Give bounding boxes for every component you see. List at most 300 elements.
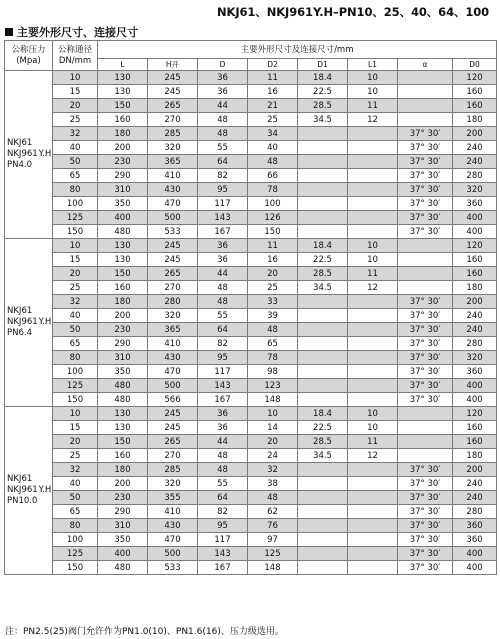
table-cell: 245 xyxy=(148,253,198,267)
table-cell: 200 xyxy=(453,295,497,309)
table-cell: 290 xyxy=(98,337,148,351)
table-cell: 200 xyxy=(453,127,497,141)
table-cell: 64 xyxy=(198,491,248,505)
table-cell: 37° 30′ xyxy=(398,141,453,155)
table-cell xyxy=(348,519,398,533)
table-cell: 400 xyxy=(453,379,497,393)
table-cell: 48 xyxy=(198,463,248,477)
table-cell: 36 xyxy=(198,407,248,421)
table-cell: 24 xyxy=(248,449,298,463)
table-cell: 180 xyxy=(453,281,497,295)
yh-suffix: Y.H xyxy=(38,317,52,327)
table-cell: 10 xyxy=(248,407,298,421)
table-cell: 65 xyxy=(248,337,298,351)
table-row xyxy=(5,323,497,337)
table-cell: 167 xyxy=(198,393,248,407)
table-cell: 65 xyxy=(53,169,98,183)
table-cell xyxy=(298,127,348,141)
table-row xyxy=(5,463,497,477)
pn-rating: PN10.0 xyxy=(7,496,38,506)
table-cell xyxy=(398,449,453,463)
column-header: L xyxy=(98,59,148,71)
table-cell: 160 xyxy=(453,421,497,435)
table-row xyxy=(5,127,497,141)
table-cell: 280 xyxy=(453,337,497,351)
table-cell: 480 xyxy=(98,379,148,393)
column-header: α xyxy=(398,59,453,71)
table-cell: 148 xyxy=(248,393,298,407)
table-row xyxy=(5,505,497,519)
table-cell: 48 xyxy=(248,155,298,169)
table-cell: 240 xyxy=(453,477,497,491)
table-cell: 36 xyxy=(198,253,248,267)
model-line-1: NKJ61 xyxy=(7,306,33,316)
header-pressure: 公称压力(Mpa) xyxy=(5,41,53,71)
table-cell: 160 xyxy=(453,267,497,281)
table-cell xyxy=(348,547,398,561)
table-cell: 95 xyxy=(198,183,248,197)
table-cell xyxy=(348,323,398,337)
table-cell xyxy=(398,421,453,435)
table-cell: 33 xyxy=(248,295,298,309)
table-cell: 18.4 xyxy=(298,407,348,421)
table-cell: 16 xyxy=(248,253,298,267)
table-cell: 160 xyxy=(98,113,148,127)
table-cell: 78 xyxy=(248,183,298,197)
table-cell: 40 xyxy=(53,477,98,491)
table-cell: 265 xyxy=(148,267,198,281)
dimension-table xyxy=(4,40,497,575)
table-cell xyxy=(398,281,453,295)
table-cell: 65 xyxy=(53,337,98,351)
table-row xyxy=(5,435,497,449)
table-cell: 280 xyxy=(453,169,497,183)
table-cell: 430 xyxy=(148,519,198,533)
table-cell: 48 xyxy=(198,113,248,127)
table-cell xyxy=(298,225,348,239)
table-cell: 310 xyxy=(98,519,148,533)
table-cell: 410 xyxy=(148,505,198,519)
table-cell: 64 xyxy=(198,155,248,169)
table-cell: 400 xyxy=(98,211,148,225)
table-cell: 265 xyxy=(148,435,198,449)
model-line-2: NKJ961 xyxy=(7,317,38,327)
table-cell: 180 xyxy=(98,127,148,141)
table-row xyxy=(5,561,497,575)
table-cell xyxy=(298,337,348,351)
table-cell: 150 xyxy=(98,267,148,281)
table-cell: 82 xyxy=(198,169,248,183)
table-row xyxy=(5,225,497,239)
table-cell: 365 xyxy=(148,155,198,169)
table-cell: 533 xyxy=(148,225,198,239)
table-cell: 10 xyxy=(348,71,398,85)
table-cell: 400 xyxy=(453,225,497,239)
table-cell xyxy=(398,239,453,253)
table-cell: 150 xyxy=(248,225,298,239)
table-cell: 36 xyxy=(198,239,248,253)
table-cell: 32 xyxy=(53,295,98,309)
table-cell: 200 xyxy=(98,477,148,491)
table-cell: 160 xyxy=(453,99,497,113)
table-cell: 36 xyxy=(198,85,248,99)
table-cell: 39 xyxy=(248,309,298,323)
table-cell: 20 xyxy=(53,99,98,113)
table-cell: 25 xyxy=(248,281,298,295)
table-cell: 48 xyxy=(198,295,248,309)
table-cell: 65 xyxy=(53,505,98,519)
table-cell: 10 xyxy=(348,239,398,253)
table-cell: 126 xyxy=(248,211,298,225)
table-cell: 82 xyxy=(198,337,248,351)
table-cell: 360 xyxy=(453,197,497,211)
table-cell xyxy=(348,211,398,225)
table-cell: 360 xyxy=(453,533,497,547)
table-cell xyxy=(298,169,348,183)
table-cell: 320 xyxy=(148,477,198,491)
table-cell xyxy=(348,463,398,477)
table-cell: 25 xyxy=(248,113,298,127)
table-row xyxy=(5,155,497,169)
table-cell: 150 xyxy=(53,561,98,575)
table-cell: 320 xyxy=(148,141,198,155)
table-cell: 48 xyxy=(248,323,298,337)
table-cell: 37° 30′ xyxy=(398,505,453,519)
table-cell: 100 xyxy=(53,365,98,379)
table-cell: 130 xyxy=(98,421,148,435)
table-cell: 265 xyxy=(148,99,198,113)
table-cell xyxy=(298,351,348,365)
table-row xyxy=(5,295,497,309)
table-cell: 120 xyxy=(453,407,497,421)
table-cell xyxy=(298,547,348,561)
document-title: NKJ61、NKJ961Y.H–PN10、25、40、64、100 xyxy=(217,5,490,19)
table-cell: 37° 30′ xyxy=(398,561,453,575)
table-cell: 48 xyxy=(198,127,248,141)
table-cell: 20 xyxy=(53,267,98,281)
table-cell: 430 xyxy=(148,351,198,365)
table-cell xyxy=(348,505,398,519)
table-row xyxy=(5,533,497,547)
table-cell: 15 xyxy=(53,85,98,99)
yh-suffix: Y.H xyxy=(38,485,52,495)
table-cell: 18.4 xyxy=(298,71,348,85)
table-cell: 10 xyxy=(53,71,98,85)
table-cell xyxy=(298,197,348,211)
table-cell: 37° 30′ xyxy=(398,491,453,505)
table-row xyxy=(5,547,497,561)
table-cell: 355 xyxy=(148,491,198,505)
table-row xyxy=(5,519,497,533)
table-cell: 150 xyxy=(98,99,148,113)
table-cell xyxy=(398,71,453,85)
section-heading xyxy=(5,24,138,40)
table-cell xyxy=(298,379,348,393)
table-cell xyxy=(348,295,398,309)
table-cell: 37° 30′ xyxy=(398,295,453,309)
table-cell: 34.5 xyxy=(298,281,348,295)
table-cell xyxy=(348,225,398,239)
table-row xyxy=(5,211,497,225)
section-heading-text: 主要外形尺寸、连接尺寸 xyxy=(17,26,138,39)
table-cell: 160 xyxy=(453,85,497,99)
table-cell: 37° 30′ xyxy=(398,211,453,225)
table-row xyxy=(5,407,497,421)
table-cell: 36 xyxy=(198,421,248,435)
table-cell: 400 xyxy=(453,211,497,225)
table-cell: 37° 30′ xyxy=(398,197,453,211)
table-cell: 80 xyxy=(53,351,98,365)
table-cell xyxy=(398,85,453,99)
column-header: D2 xyxy=(248,59,298,71)
table-cell: 180 xyxy=(98,295,148,309)
table-cell: 150 xyxy=(53,225,98,239)
model-line-2: NKJ961 xyxy=(7,485,38,495)
table-cell xyxy=(348,127,398,141)
table-cell: 410 xyxy=(148,169,198,183)
footnote: 注：PN2.5(25)阀门允许作为PN1.0(10)、PN1.6(16)、压力级选用。 xyxy=(5,627,284,637)
table-cell xyxy=(298,533,348,547)
column-header: D xyxy=(198,59,248,71)
table-body xyxy=(5,71,497,575)
table-cell: 240 xyxy=(453,491,497,505)
table-cell: 50 xyxy=(53,323,98,337)
table-cell xyxy=(348,141,398,155)
table-cell: 130 xyxy=(98,71,148,85)
table-cell: 48 xyxy=(198,449,248,463)
table-cell xyxy=(398,253,453,267)
table-row xyxy=(5,351,497,365)
table-cell: 64 xyxy=(198,323,248,337)
table-cell xyxy=(298,505,348,519)
table-row xyxy=(5,393,497,407)
pressure-group-label xyxy=(5,71,53,239)
table-cell: 78 xyxy=(248,351,298,365)
table-cell: 130 xyxy=(98,239,148,253)
table-cell: 22.5 xyxy=(298,253,348,267)
table-cell: 310 xyxy=(98,183,148,197)
table-row xyxy=(5,197,497,211)
table-cell: 270 xyxy=(148,281,198,295)
table-cell: 37° 30′ xyxy=(398,309,453,323)
table-cell xyxy=(298,211,348,225)
table-cell: 100 xyxy=(248,197,298,211)
table-cell xyxy=(298,323,348,337)
table-cell: 143 xyxy=(198,547,248,561)
table-cell: 410 xyxy=(148,337,198,351)
table-cell xyxy=(348,169,398,183)
table-cell: 320 xyxy=(148,309,198,323)
table-cell: 11 xyxy=(348,267,398,281)
table-cell: 37° 30′ xyxy=(398,533,453,547)
table-cell: 150 xyxy=(98,435,148,449)
table-cell: 270 xyxy=(148,449,198,463)
table-cell: 117 xyxy=(198,197,248,211)
table-cell: 15 xyxy=(53,253,98,267)
model-line-2: NKJ961 xyxy=(7,149,38,159)
table-cell: 12 xyxy=(348,449,398,463)
table-cell: 500 xyxy=(148,211,198,225)
table-cell: 148 xyxy=(248,561,298,575)
table-cell xyxy=(348,393,398,407)
table-cell: 240 xyxy=(453,323,497,337)
table-cell: 125 xyxy=(53,211,98,225)
table-row xyxy=(5,267,497,281)
table-cell xyxy=(398,99,453,113)
table-cell: 360 xyxy=(453,519,497,533)
table-cell: 230 xyxy=(98,323,148,337)
table-cell xyxy=(348,477,398,491)
table-cell: 117 xyxy=(198,533,248,547)
table-cell: 290 xyxy=(98,169,148,183)
table-cell: 280 xyxy=(148,295,198,309)
table-cell: 470 xyxy=(148,533,198,547)
table-cell xyxy=(348,365,398,379)
column-header: H开 xyxy=(148,59,198,71)
table-cell: 44 xyxy=(198,99,248,113)
table-cell: 160 xyxy=(98,281,148,295)
table-cell: 34 xyxy=(248,127,298,141)
table-cell: 15 xyxy=(53,421,98,435)
table-cell: 10 xyxy=(53,239,98,253)
table-cell: 32 xyxy=(53,463,98,477)
table-cell: 270 xyxy=(148,113,198,127)
table-cell: 566 xyxy=(148,393,198,407)
table-cell: 365 xyxy=(148,323,198,337)
header-diameter: 公称通径DN/mm xyxy=(53,41,98,71)
table-cell: 44 xyxy=(198,267,248,281)
table-cell: 123 xyxy=(248,379,298,393)
table-cell: 245 xyxy=(148,239,198,253)
table-cell: 98 xyxy=(248,365,298,379)
table-cell: 320 xyxy=(453,351,497,365)
table-cell: 12 xyxy=(348,113,398,127)
table-cell: 40 xyxy=(53,309,98,323)
table-row xyxy=(5,477,497,491)
table-cell: 400 xyxy=(453,561,497,575)
table-cell: 130 xyxy=(98,85,148,99)
table-cell: 20 xyxy=(248,435,298,449)
table-cell: 290 xyxy=(98,505,148,519)
table-cell: 36 xyxy=(198,71,248,85)
table-cell xyxy=(348,309,398,323)
table-cell: 37° 30′ xyxy=(398,183,453,197)
table-cell: 500 xyxy=(148,547,198,561)
table-cell: 230 xyxy=(98,491,148,505)
table-cell: 180 xyxy=(98,463,148,477)
table-cell: 230 xyxy=(98,155,148,169)
table-cell xyxy=(348,379,398,393)
table-cell xyxy=(348,561,398,575)
table-row xyxy=(5,309,497,323)
yh-suffix: Y.H xyxy=(38,149,52,159)
table-cell: 285 xyxy=(148,127,198,141)
table-cell: 240 xyxy=(453,141,497,155)
table-cell: 55 xyxy=(198,477,248,491)
table-row xyxy=(5,239,497,253)
table-cell: 20 xyxy=(53,435,98,449)
table-row xyxy=(5,449,497,463)
table-cell: 200 xyxy=(453,463,497,477)
table-cell: 11 xyxy=(248,71,298,85)
table-cell xyxy=(398,267,453,281)
table-cell: 400 xyxy=(453,393,497,407)
table-cell xyxy=(298,141,348,155)
table-cell: 245 xyxy=(148,421,198,435)
table-cell xyxy=(348,197,398,211)
table-cell: 430 xyxy=(148,183,198,197)
table-cell: 11 xyxy=(348,99,398,113)
table-cell xyxy=(298,365,348,379)
table-cell: 320 xyxy=(453,183,497,197)
table-cell: 167 xyxy=(198,225,248,239)
table-cell: 400 xyxy=(453,547,497,561)
table-cell: 50 xyxy=(53,155,98,169)
table-cell: 16 xyxy=(248,85,298,99)
table-cell: 97 xyxy=(248,533,298,547)
table-cell xyxy=(348,351,398,365)
square-bullet-icon xyxy=(5,28,13,36)
table-cell: 117 xyxy=(198,365,248,379)
table-cell: 80 xyxy=(53,183,98,197)
table-cell: 125 xyxy=(248,547,298,561)
table-cell: 37° 30′ xyxy=(398,547,453,561)
table-cell: 533 xyxy=(148,561,198,575)
model-line-1: NKJ61 xyxy=(7,474,33,484)
table-cell: 245 xyxy=(148,407,198,421)
table-cell: 10 xyxy=(348,85,398,99)
table-cell: 150 xyxy=(53,393,98,407)
table-cell: 280 xyxy=(453,505,497,519)
table-cell: 22.5 xyxy=(298,421,348,435)
table-cell: 37° 30′ xyxy=(398,127,453,141)
table-cell xyxy=(298,183,348,197)
table-cell: 10 xyxy=(348,421,398,435)
table-cell: 25 xyxy=(53,449,98,463)
table-cell: 37° 30′ xyxy=(398,379,453,393)
table-cell: 120 xyxy=(453,239,497,253)
column-header: D0 xyxy=(453,59,497,71)
table-row xyxy=(5,71,497,85)
table-cell: 37° 30′ xyxy=(398,337,453,351)
table-row xyxy=(5,183,497,197)
table-cell: 37° 30′ xyxy=(398,519,453,533)
table-row xyxy=(5,337,497,351)
table-row xyxy=(5,253,497,267)
table-cell xyxy=(398,407,453,421)
table-cell: 25 xyxy=(53,281,98,295)
pn-rating: PN6.4 xyxy=(7,328,33,338)
table-cell: 37° 30′ xyxy=(398,155,453,169)
table-cell: 20 xyxy=(248,267,298,281)
table-cell xyxy=(298,463,348,477)
table-cell: 350 xyxy=(98,533,148,547)
table-cell xyxy=(298,155,348,169)
table-cell: 28.5 xyxy=(298,267,348,281)
table-cell: 160 xyxy=(453,435,497,449)
table-cell: 160 xyxy=(98,449,148,463)
table-cell: 285 xyxy=(148,463,198,477)
table-cell: 76 xyxy=(248,519,298,533)
table-cell xyxy=(348,337,398,351)
table-cell xyxy=(298,393,348,407)
pn-rating: PN4.0 xyxy=(7,160,33,170)
table-cell xyxy=(398,113,453,127)
table-cell: 120 xyxy=(453,71,497,85)
table-cell: 37° 30′ xyxy=(398,225,453,239)
table-row xyxy=(5,421,497,435)
table-cell: 240 xyxy=(453,309,497,323)
